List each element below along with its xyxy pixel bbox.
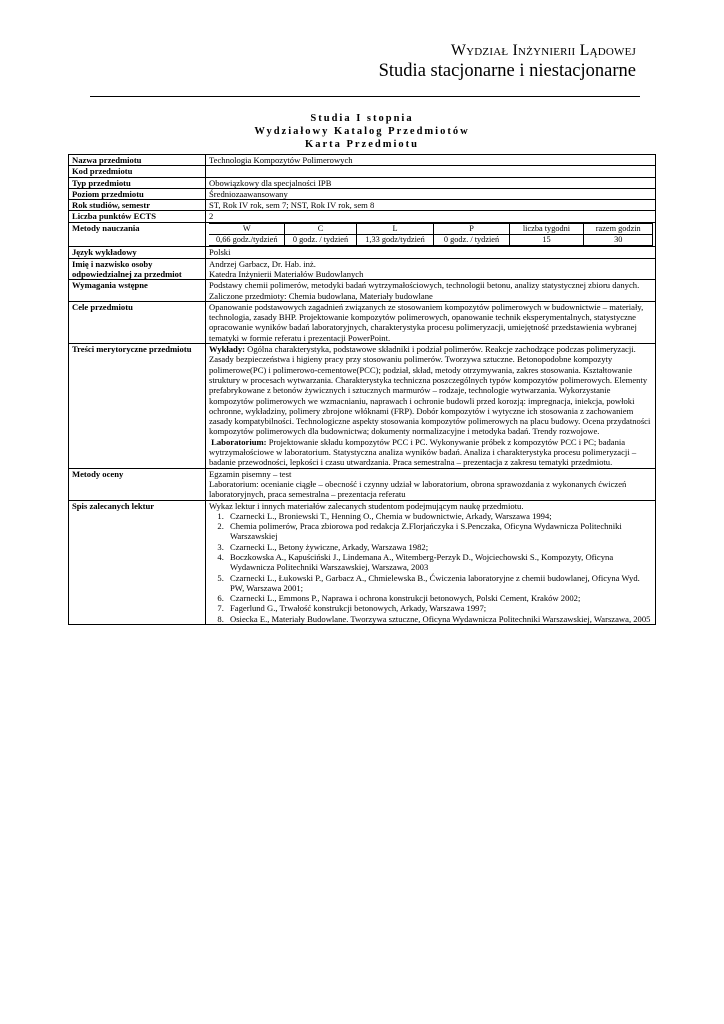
hours-value-total: 30 [583,235,653,246]
prerequisites-text: Podstawy chemii polimerów, metodyki badań wytrzymałościowych, technologii betonu, analizy statystycznej zbioru danych. [209,280,640,291]
header-divider [90,96,640,97]
lecturer-name: Andrzej Garbacz, Dr. Hab. inż. [209,258,316,269]
value-wymagania [206,280,656,302]
assessment-exam: Egzamin pisemny – test [209,468,292,479]
label-metody: Metody nauczania [69,222,206,247]
hours-header-weeks: liczba tygodni [509,223,583,234]
label-wymagania: Wymagania wstępne [69,280,206,302]
literature-item: 6. Czarnecki L., Emmons P., Naprawa i ochrona konstrukcji betonowych, Polski Cement, Kraków 2002; [226,593,653,603]
lecturer-department: Katedra Inżynierii Materiałów Budowlanych [209,268,364,279]
label-nazwa: Nazwa przedmiotu [69,155,206,166]
value-osoba [206,258,656,280]
literature-item: 1. Czarnecki L., Broniewski T., Henning O., Chemia w budownictwie, Arkady, Warszawa 1994; [226,511,653,521]
value-cele: Opanowanie podstawowych zagadnień związanych ze stosowaniem kompozytów polimerowych w budownictwie – materiały, technologia, zasady BHP. Projektowanie kompozytów polimerowych, opanowanie technik eksperymentalnych, statystyczne opracowanie wyników badań laboratoryjnych, charakterystyka procesu polimeryzacji, umiejętność przedstawienia wybranej tematyki w formie referatu i prezentacji PowerPoint. [206,301,656,343]
row-ocena [69,468,656,500]
document-titles [0,112,724,151]
row-typ [69,177,656,188]
hours-value-w: 0,66 godz./tydzień [209,235,284,246]
laboratory-text: Projektowanie składu kompozytów PCC i PC. Wykonywanie próbek z kompozytów PCC i PC; badania wytrzymałościowe w laboratorium. Statystyczna analiza wyników badań. Analiza i charakterystyka procesu polimeryzacji – badanie przewodności, lepkości i czasu utwardzania. Praca semestralna – prezentacja z zakresu tematyki przedmiotu. [209,436,637,468]
laboratory-content [209,437,653,468]
hours-value-weeks: 15 [509,235,583,246]
hours-header-c: C [284,223,356,234]
teaching-hours-header [209,223,653,234]
value-nazwa: Technologia Kompozytów Polimerowych [206,155,656,166]
label-jezyk: Język wykładowy [69,247,206,258]
row-osoba [69,258,656,280]
value-jezyk: Polski [206,247,656,258]
faculty-name: Wydział Inżynierii Lądowej [450,42,636,59]
hours-header-l: L [356,223,433,234]
lectures-content [209,344,653,437]
title-catalog: Wydziałowy Katalog Przedmiotów [254,126,470,137]
row-poziom [69,188,656,199]
literature-list [209,511,653,624]
label-poziom: Poziom przedmiotu [69,188,206,199]
hours-header-p: P [433,223,509,234]
row-rok [69,200,656,211]
teaching-hours-values [209,235,653,246]
hours-value-p: 0 godz. / tydzień [433,235,509,246]
label-osoba: Imię i nazwisko osoby odpowiedzialnej za przedmiot [69,258,206,280]
studies-type: Studia stacjonarne i niestacjonarne [378,61,636,81]
label-typ: Typ przedmiotu [69,177,206,188]
row-jezyk [69,247,656,258]
value-ects: 2 [206,211,656,222]
label-cele: Cele przedmiotu [69,301,206,343]
label-ocena: Metody oceny [69,468,206,500]
row-metody [69,222,656,247]
literature-item: 8. Osiecka E., Materiały Budowlane. Tworzywa sztuczne, Oficyna Wydawnicza Politechniki Warszawskiej, Warszawa, 2005 [226,614,653,624]
lectures-label: Wykłady: [209,344,245,355]
teaching-hours-table [209,223,653,247]
lectures-text: Ogólna charakterystyka, podstawowe składniki i podział polimerów. Reakcje zachodzące podczas polimeryzacji. Zasady bezpieczeństwa i higieny pracy przy stosowaniu polimerów. Tworzywa sztuczne. Betonopodobne kompozyty polimerowe(PC) i polimerowo-cementowe(PCC); podział, skład, metody otrzymywania, zakres stosowania. Kształtowanie struktury w procesach wytwarzania. Charakterystyka techniczna poszczególnych typów kompozytów polimerowych. Elementy prefabrykowane z betonów żywicznych i sztucznych marmurów – rodzaje, technologie wytwarzania. Wykorzystanie kompozytów polimerowych we wzmacnianiu, naprawach i ochronie budowli przed korozją: impregnacja, iniekcja, powłoki ochronne, wykładziny, polimery zbrojone włóknami (FRP). Dobór kompozytów i wytyczne ich stosowania z zachowaniem zasady kompatybilności. Technologiczne aspekty stosowania kompozytów polimerowych na placu budowy. Ocena przydatności kompozytów polimerowych dla budownictwa; dokumenty normalizacyjne i metodyka badań. Trendy rozwojowe. [209,344,651,437]
literature-intro: Wykaz lektur i innych materiałów zalecanych studentom podejmującym naukę przedmiotu. [209,500,524,511]
literature-item: 3. Czarnecki L., Betony żywiczne, Arkady, Warszawa 1982; [226,542,653,552]
value-typ: Obowiązkowy dla specjalności IPB [206,177,656,188]
hours-header-w: W [209,223,284,234]
label-tresci: Treści merytoryczne przedmiotu [69,344,206,469]
value-poziom: Średniozaawansowany [206,188,656,199]
course-card-table [68,154,656,625]
value-metody [206,222,656,247]
row-ects [69,211,656,222]
value-rok: ST, Rok IV rok, sem 7; NST, Rok IV rok, sem 8 [206,200,656,211]
literature-item: 7. Fagerlund G., Trwałość konstrukcji betonowych, Arkady, Warszawa 1997; [226,603,653,613]
literature-item: 4. Boczkowska A., Kapuściński J., Lindemana A., Witemberg-Perzyk D., Wojciechowski S., Kompozyty, Oficyna Wydawnicza Politechniki Warszawskiej, Warszawa, 2003 [226,552,653,573]
row-cele [69,301,656,343]
row-wymagania [69,280,656,302]
title-level: Studia I stopnia [310,113,414,124]
row-lektury [69,500,656,625]
label-rok: Rok studiów, semestr [69,200,206,211]
literature-item: 5. Czarnecki L., Łukowski P., Garbacz A., Chmielewska B., Ćwiczenia laboratoryjne z chemii budowlanej, Oficyna Wyd. PW, Warszawa 2001; [226,573,653,594]
value-tresci [206,344,656,469]
label-ects: Liczba punktów ECTS [69,211,206,222]
prerequisite-courses: Zaliczone przedmioty: Chemia budowlana, Materiały budowlane [209,290,433,301]
row-kod [69,166,656,177]
value-ocena [206,468,656,500]
row-tresci [69,344,656,469]
hours-header-total: razem godzin [583,223,653,234]
title-card: Karta Przedmiotu [305,139,419,150]
laboratory-label: Laboratorium: [211,436,267,447]
value-lektury [206,500,656,625]
label-lektury: Spis zalecanych lektur [69,500,206,625]
row-nazwa [69,155,656,166]
assessment-lab: Laboratorium: ocenianie ciągłe – obecność i czynny udział w laboratorium, obrona sprawozdania z wykonanych ćwiczeń laboratoryjnych, praca semestralna – prezentacja referatu [209,478,627,500]
literature-item: 2. Chemia polimerów, Praca zbiorowa pod redakcja Z.Florjańczyka i S.Penczaka, Oficyna Wydawnicza Politechniki Warszawskiej [226,521,653,542]
value-kod [206,166,656,177]
page-header [379,42,636,82]
hours-value-c: 0 godz. / tydzień [284,235,356,246]
label-kod: Kod przedmiotu [69,166,206,177]
hours-value-l: 1,33 godz/tydzień [356,235,433,246]
